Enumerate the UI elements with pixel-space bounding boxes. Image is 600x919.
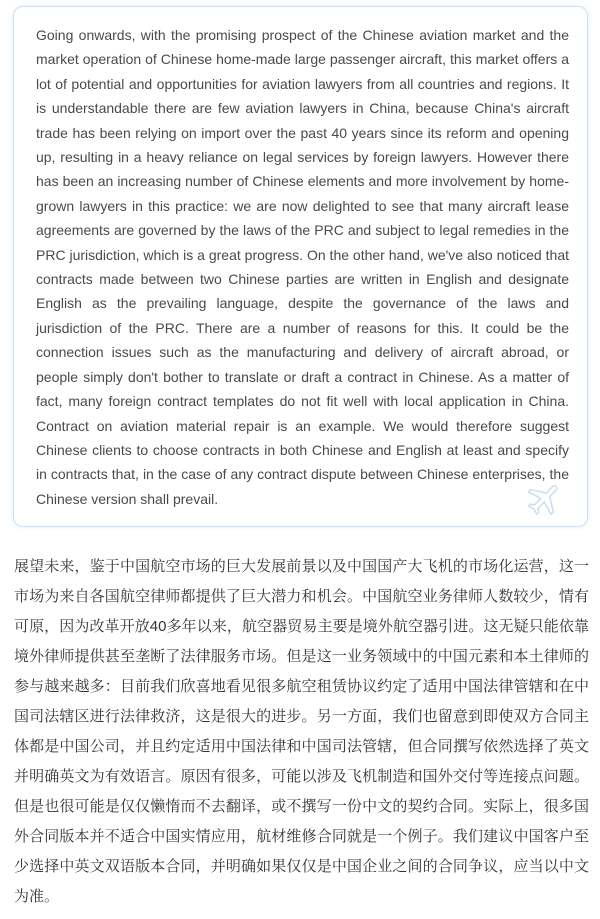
article-page (0, 6, 600, 919)
english-summary-card (13, 6, 588, 527)
chinese-translation-section (0, 552, 600, 912)
english-paragraph: Going onwards, with the promising prospect of the Chinese aviation market and the market operation of Chinese home-made large passenger aircraft, this market offers a lot of potential and opportunities for aviation lawyers from all countries and regions. It is understandable there are few aviation lawyers in China, because China's aircraft trade has been relying on import over the past 40 years since its reform and opening up, resulting in a heavy reliance on legal services by foreign lawyers. However there has been an increasing number of Chinese elements and more involvement by home-grown lawyers in this practice: we are now delighted to see that many aircraft lease agreements are governed by the laws of the PRC and subject to legal remedies in the PRC jurisdiction, which is a great progress. On the other hand, we've also noticed that contracts made between two Chinese parties are written in English and designate English as the prevailing language, despite the governance of the laws and jurisdiction of the PRC. There are a number of reasons for this. It could be the connection issues such as the manufacturing and delivery of aircraft abroad, or people simply don't bother to translate or draft a contract in Chinese. As a matter of fact, many foreign contract templates do not fit well with local application in China. Contract on aviation material repair is an example. We would therefore suggest Chinese clients to choose contracts in both Chinese and English at least and specify in contracts that, in the case of any contract dispute between Chinese enterprises, the Chinese version shall prevail. (36, 27, 569, 507)
chinese-paragraph: 展望未来，鉴于中国航空市场的巨大发展前景以及中国国产大飞机的市场化运营，这一市场为来自各国航空律师都提供了巨大潜力和机会。中国航空业务律师人数较少，情有可原，因为改革开放40多年以来，航空器贸易主要是境外航空器引进。这无疑只能依靠境外律师提供甚至垄断了法律服务市场。但是这一业务领域中的中国元素和本土律师的参与越来越多：目前我们欣喜地看见很多航空租赁协议约定了适用中国法律管辖和在中国司法辖区进行法律救济，这是很大的进步。另一方面，我们也留意到即使双方合同主体都是中国公司，并且约定适用中国法律和中国司法管辖，但合同撰写依然选择了英文并明确英文为有效语言。原因有很多，可能以涉及飞机制造和国外交付等连接点问题。但是也很可能是仅仅懒惰而不去翻译，或不撰写一份中文的契约合同。实际上，很多国外合同版本并不适合中国实情应用，航材维修合同就是一个例子。我们建议中国客户至少选择中英文双语版本合同，并明确如果仅仅是中国企业之间的合同争议，应当以中文为准。 (14, 558, 589, 906)
